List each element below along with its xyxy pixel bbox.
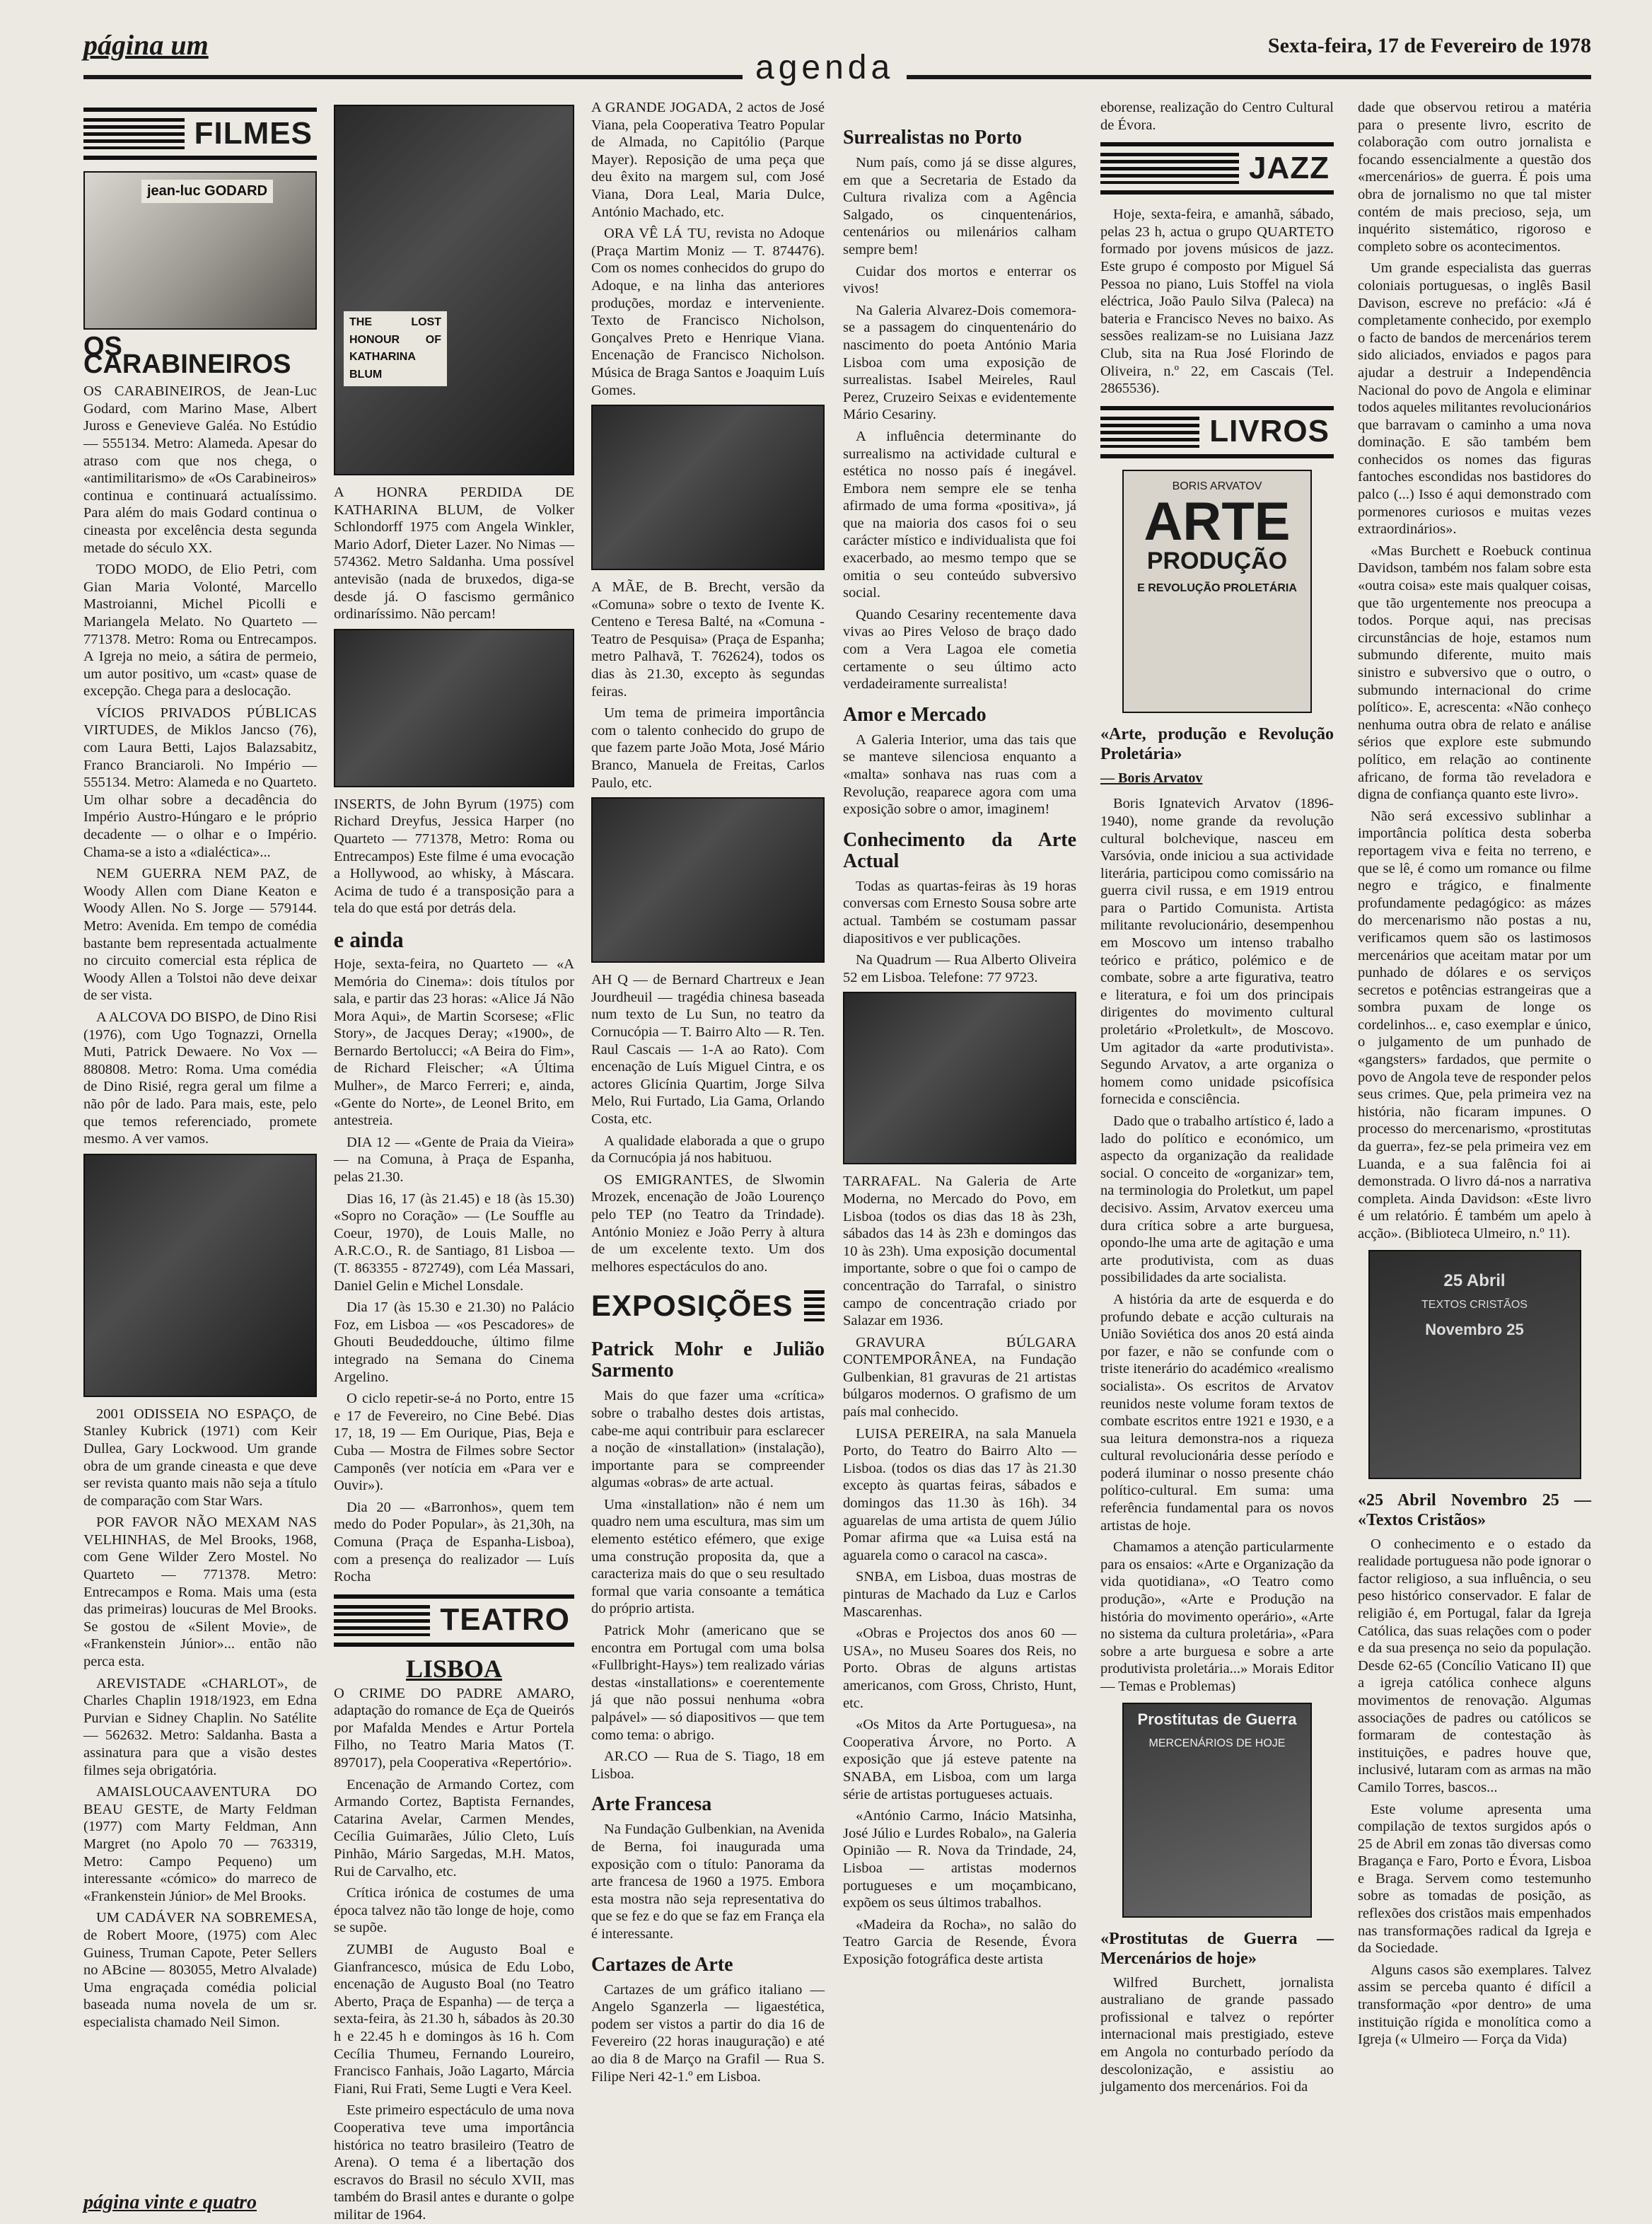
teatro-entry: O CRIME DO PADRE AMARO, adaptação do romance de Eça de Queirós por Mafalda Mendes e Artur Portela Filho, no Teatro Maria Matos (T. 897017), pela Cooperativa «Repertório».: [334, 1685, 574, 1771]
expo-entry: TARRAFAL. Na Galeria de Arte Moderna, no Mercado do Povo, em Lisboa (todos os dias das 18 às 23h, sábados das 14 às 23h e domingos das 10 às 23h). Uma exposição documental importante, sobre o que foi o campo de concentração do Tarrafal, o sinistro campo de concentração criado por Salazar em 1936.: [843, 1174, 1076, 1329]
film-entry: TODO MODO, de Elio Petri, com Gian Maria Volonté, Marcello Mastroianni, Michel Picolli e Mariangela Melato. No Quarteto — 771378. Metro: Roma ou Entrecampos. A Igreja no meio, a sátira de permeio, um autor positivo, um «cast» quase de excepção. Chega para a deslocação.: [83, 562, 317, 700]
column-teatro-exposicoes: [591, 99, 825, 2179]
film-entry: AREVISTADE «CHARLOT», de Charles Chaplin 1918/1923, em Edna Purvian e Sidney Chaplin. No Satélite — 562632. Metro: Saldanha. Basta a assinatura para que a visão destes filmes seja obrigatória.: [83, 1675, 317, 1778]
film-entry: UM CADÁVER NA SOBREMESA, de Robert Moore, (1975) com Alec Guiness, Truman Capote, Peter Sellers no ABcine — 803055, Metro Alvalade) Uma engraçada comédia policial baseada numa novela de um sr. especialista chamado Neil Simon.: [83, 1910, 317, 2030]
expo-entry: Uma «installation» não é nem um quadro nem uma escultura, mas sim um elemento estético efémero, que exige uma construção proposita da, que a caracteriza mais do que o seu resultado formal que varia consoante a temática do próprio artista.: [591, 1496, 825, 1617]
article-paragraph: Num país, como já se disse algures, em que a Secretaria de Estado da Cultura rivaliza com a Agência Salgado, os cinquentenários, centenários ou milenários calham sempre bem!: [843, 155, 1076, 257]
expo-entry: GRAVURA BÚLGARA CONTEMPORÂNEA, na Fundação Gulbenkian, 81 gravuras de 21 artistas búlgaros modernos. O grafismo de um país mal conhecido.: [843, 1334, 1076, 1420]
film-entry: AMAISLOUCAAVENTURA DO BEAU GESTE, de Marty Feldman (1977) com Marty Feldman, Ann Margret (no Apolo 70 — 763319, Metro: Campo Pequeno) um interessante «cómico» do marreco de «Frankenstein Júnior» de Mel Brooks.: [83, 1784, 317, 1904]
expo-title: Patrick Mohr e Julião Sarmento: [591, 1338, 825, 1382]
film-entry: OS CARABINEIROS, de Jean-Luc Godard, com Marino Mase, Albert Juross e Genevieve Galéa. No Estúdio — 555134. Metro: Alameda. Apesar do atraso com que nos chega, o «antimilitarismo» de «Os Carabineiros» continua e continuará actualíssimo. Para além do mais Godard continua o cineasta por excelência desta segunda metade do século XX.: [83, 383, 317, 556]
livros-heading: LIVROS: [1100, 406, 1334, 458]
expo-entry: Cartazes de um gráfico italiano — Angelo Sganzerla — ligaestética, podem ser vistos a partir do dia 16 de Fevereiro (22 horas inauguração) e até ao dia 8 de Março na Grafil — Rua S. Filipe Neri 42-1.º em Lisboa.: [591, 1981, 825, 2085]
film-entry: VÍCIOS PRIVADOS PÚBLICAS VIRTUDES, de Miklos Jancso (76), com Laura Betti, Lajos Balazsabitz, Franco Branciaroli. No Império — 555134. Metro: Alameda e no Quarteto. Um olhar sobre a decadência do Império Austro-Húngaro e le próprio decadente — o olhar e o Império. Chama-se a isto a «dialéctica»...: [83, 705, 317, 860]
review-paragraph: Não será excessivo sublinhar a importância política desta soberba reportagem viva e feita no terreno, e que se lê, é como um romance ou filme negro e trágico, e finalmente profundamente pedagógico: as mázes do mercenarismo não postas a nu, verificamos quem são os lastimosos mercenários que aceitam matar por um punhado de dólares e os serviços secretos e potências estrangeiras que a sombra puxam de longe os cordelinhos... e, caso exemplar e único, o julgamento de um punhado de «gangsters» fardados, que permite o povo de Angola teve de responder pelos seus crimes. Que, pela primeira vez na história, não ficaram impunes. O processo do mercenarismo, «prostitutas da guerra», fez-se pela primeira vez em Luanda, e a sua falência foi ai demonstrada. O livro dá-nos a narrativa completa. Ainda Davidson: «Este livro é um relatório. É também um apelo à acção». (Biblioteca Ulmeiro, n.º 11).: [1358, 808, 1591, 1241]
book-caption: «Prostitutas de Guerra — Mercenários de hoje»: [1100, 1929, 1334, 1968]
column-jazz-livros: [1100, 99, 1334, 2179]
prostitutas-book-cover: Prostitutas de Guerra MERCENÁRIOS DE HOJE: [1122, 1703, 1312, 1918]
teatro-entry: OS EMIGRANTES, de Slwomin Mrozek, encenação de João Lourenço pelo TEP (no Teatro da Trindade). António Moniez e João Perry à altura de um excelente texto. Um dos melhores espectáculos do ano.: [591, 1171, 825, 1275]
teatro-entry: ORA VÊ LÁ TU, revista no Adoque (Praça Martim Moniz — T. 874476). Com os nomes conhecidos do grupo do Adoque, e na linha das anteriores produções, mordaz e interveniente. Texto de Francisco Nicholson, Gonçalves Preto e Henrique Viana. Encenação de Francisco Nicholson. Música de Braga Santos e Joaquim Luís Gomes.: [591, 226, 825, 398]
article-paragraph: Todas as quartas-feiras às 19 horas conversas com Ernesto Sousa sobre arte actual. Também se costumam passar diapositivos e ver publicações.: [843, 878, 1076, 946]
column-livros-cont: [1358, 99, 1591, 2179]
film-entry: NEM GUERRA NEM PAZ, de Woody Allen com Diane Keaton e Woody Allen. No S. Jorge — 579144. Metro: Avenida. Em tempo de comédia bastante bem representada actualmente no circuito comercial esta réplica de Woody Allen a Tolstoi não deve deixar de ser vista.: [83, 866, 317, 1004]
expo-entry: Na Fundação Gulbenkian, na Avenida de Berna, foi inaugurada uma exposição com o título: Panorama da arte francesa de 1960 a 1975. Embora esta mostra não seja representativa do que se fez e do que se faz em França ela é interessante.: [591, 1822, 825, 1942]
review-paragraph: Um grande especialista das guerras coloniais portuguesas, o inglês Basil Davison, escreve no prefácio: «Já é completamente conhecido, por exemplo o facto de bandos de mercenários terem sido aliciados, enviados e pagos para ajudar a destruir a Independência Nacional do povo de Angola e eliminar todos aqueles militantes revolucionários que barravam o caminho a uma nova dominação. E são também bem conhecidos os nomes das figuras fantoches escondidas nos bastidores do palco (...) Isso é aqui demonstrado com pormenores curiosos e muitas vezes extraordinários».: [1358, 260, 1591, 538]
article-paragraph: Na Quadrum — Rua Alberto Oliveira 52 em Lisboa. Telefone: 77 9723.: [843, 952, 1076, 985]
review-paragraph: A história da arte de esquerda e do profundo debate e acção culturais na União Soviética dos anos 20 está ainda por fazer, e não se confunde com o triste itenerário do académico «realismo socialista». Os escritos de Arvatov reunidos neste volume foram textos de combate escritos entre 1921 e 1930, e a sua leitura demonstra-nos a riqueza cultural revolucionária desse período e poderá iluminar o nosso presente cháo político-cultural. Em suma: uma referência fundamental para os novos artistas de hoje.: [1100, 1291, 1334, 1534]
expo-entry: «Obras e Projectos dos anos 60 — USA», no Museu Soares dos Reis, no Porto. Obras de alguns artistas americanos, com Gross, Christo, Hunt, etc.: [843, 1626, 1076, 1711]
teatro-heading: TEATRO: [334, 1594, 574, 1647]
cartazes-heading: Cartazes de Arte: [591, 1953, 733, 1976]
article-paragraph: eborense, realização do Centro Cultural de Évora.: [1100, 100, 1334, 133]
article-paragraph: Hoje, sexta-feira, e amanhã, sábado, pelas 23 h, actua o grupo QUARTETO formado por jovens músicos de jazz. Este grupo é composto por Miguel Sá Pessoa no piano, Luis Stoffel na viola eléctrica, João Paulo Silva (Paleca) na bateria e Francisco Neves no baixo. As sessões realizam-se no Luisiana Jazz Club, sita na Rua José Florindo de Oliveira, n.º 22, em Cascais (Tel. 2865536).: [1100, 207, 1334, 397]
a-mae-photo: [591, 405, 825, 570]
column-cinema-teatro: [334, 99, 574, 2223]
article-paragraph: Na Galeria Alvarez-Dois comemora-se a passagem do cinquentenário do nascimento do poeta António Maria Lisboa com uma exposição de surrealistas. Isabel Meireles, Raul Perez, Cruzeiro Seixas e evidentemente Mário Cesariny.: [843, 302, 1076, 423]
eainda-entry: Hoje, sexta-feira, no Quarteto — «A Memória do Cinema»: dois títulos por sala, e partir das 23 horas: «Alice Já Não Mora Aqui», de Martin Scorsese; «Flic Story», de Jacques Deray; «1900», de Bernardo Bertolucci; «A Beira do Fim», de Richard Fleischer; «A Última Mulher», de Marco Ferreri; e, ainda, «Gente do Norte», de Leonel Brito, em antestreia.: [334, 956, 574, 1129]
arte-francesa-heading: Arte Francesa: [591, 1793, 712, 1816]
article-paragraph: Cuidar dos mortos e enterrar os vivos!: [843, 263, 1076, 297]
section-label: página um: [83, 29, 209, 61]
textos-cristaos-book-cover: 25 Abril TEXTOS CRISTÃOS Novembro 25: [1368, 1250, 1581, 1479]
jazz-heading: JAZZ: [1100, 142, 1334, 195]
film-entry: POR FAVOR NÃO MEXAM NAS VELHINHAS, de Mel Brooks, 1968, com Gene Wilder Zero Mostel. No Quarteto — 771378. Metro: Entrecampos e Roma. Mais uma (esta das primeiras) loucuras de Mel Brooks. Se gostou de «Silent Movie», de «Frankenstein Júnior»... então não perca esta.: [83, 1514, 317, 1670]
teatro-entry: AH Q — de Bernard Chartreux e Jean Jourdheuil — tragédia chinesa baseada num texto de Lu Sun, no teatro da Cornucópia — T. Bairro Alto — R. Ten. Raul Cascais — 1-A ao Rato). Com encenação de Luís Miguel Cintra, e os actores Glicínia Quartim, Jorge Silva Melo, Rui Furtado, Lia Gama, Orlando Costa, etc.: [591, 972, 825, 1127]
review-paragraph: dade que observou retirou a matéria para o presente livro, escrito de colaboração com outro jornalista e focando essencialmente a questão dos «mercenários» de guerra. É pois uma obra de jornalismo no que tal mister contém de mais precioso, seja, um inquérito sistemático, rigoroso e completo sobre os acontecimentos.: [1358, 100, 1591, 255]
exposicoes-heading: EXPOSIÇÕES: [591, 1284, 825, 1328]
book-author: — Boris Arvatov: [1100, 770, 1203, 786]
katharina-blum-photo: THE LOST HONOUR OF KATHARINA BLUM: [334, 105, 574, 475]
e-ainda-heading: e ainda: [334, 926, 404, 952]
filmes-heading: FILMES: [83, 108, 317, 160]
carabineiros-title: OS CARABINEIROS: [83, 332, 291, 379]
review-paragraph: Wilfred Burchett, jornalista australiano de grande passado profissional e talvez o repórter internacional mais prestigiado, esteve em Angola no conturbado período da descolonização, e assistiu ao julgamento dos mercenários. Foi da: [1100, 1974, 1334, 2095]
teatro-entry: Este primeiro espectáculo de uma nova Cooperativa teve uma importância histórica no teatro brasileiro (Teatro de Arena). O tema é a libertação dos escravos do Brasil no século XVII, mas também do Brasil antes e durante o golpe militar de 1964.: [334, 2102, 574, 2223]
inserts-photo: [334, 629, 574, 787]
review-paragraph: Boris Ignatevich Arvatov (1896-1940), nome grande da revolução cultural bolchevique, nasceu em Varsóvia, onde iniciou a sua actividade literária, participou como comissário na guerra civil russa, e em 1919 entrou para o Partido Comunista. Artista militante revolucionário, desempenhou em Moscovo um intenso trabalho teórico e prático, polémico e de combate, sobre a arte figurativa, teatro e literatura, e foi um dos principais dirigentes do movimento cultural proletário «Proletkult», de Moscovo. Um agitador da «arte produtivista». Segundo Arvatov, a arte organiza o homem como unidade psicofísica fornecida e consciência.: [1100, 796, 1334, 1108]
film-entry: 2001 ODISSEIA NO ESPAÇO, de Stanley Kubrick (1971) com Keir Dullea, Gary Lockwood. Um grande obra de um grande cineasta e que deve ser revista quanto mais não seja a título de comparação com Star Wars.: [83, 1406, 317, 1509]
teatro-entry: A MÃE, de B. Brecht, versão da «Comuna» sobre o texto de Ivente K. Centeno e Teresa Balté, na «Comuna - Teatro de Pesquisa» (Praça de Espanha; metro Palhavã, T. 762624), todos os dias às 21.30, excepto às segundas feiras.: [591, 579, 825, 700]
arte-producao-book-cover: BORIS ARVATOV ARTE PRODUÇÃO E REVOLUÇÃO PROLETÁRIA: [1122, 470, 1312, 713]
issue-date: Sexta-feira, 17 de Fevereiro de 1978: [1267, 34, 1591, 57]
book-caption: «Arte, produção e Revolução Proletária»: [1100, 724, 1334, 763]
expo-entry: Mais do que fazer uma «crítica» sobre o trabalho destes dois artistas, cabe-me aqui contribuir para esclarecer a noção de «installation» (instalação), importante para se compreender algumas «obras» de arte actual.: [591, 1388, 825, 1491]
column-artes: [843, 99, 1076, 2179]
eainda-entry: Dia 20 — «Barronhos», quem tem medo do Poder Popular», às 21,30h, na Comuna (Praça de Espanha-Lisboa), com a presença do realizador — Luís Rocha: [334, 1499, 574, 1585]
teatro-entry: A qualidade elaborada a que o grupo da Cornucópia já nos habituou.: [591, 1133, 825, 1166]
expo-entry: SNBA, em Lisboa, duas mostras de pinturas de Machado da Luz e Carlos Mascarenhas.: [843, 1569, 1076, 1620]
amor-mercado-heading: Amor e Mercado: [843, 703, 987, 726]
surrealistas-heading: Surrealistas no Porto: [843, 127, 1023, 149]
film-entry: INSERTS, de John Byrum (1975) com Richard Dreyfus, Jessica Harper (no Quarteto — 771378, Metro: Roma ou Entrecampos) Este filme é uma evocação a Hollywood, ao whisky, à Máscara. Acima de tudo é a transposição para a tela do que está por detrás dela.: [334, 796, 574, 917]
expo-entry: AR.CO — Rua de S. Tiago, 18 em Lisboa.: [591, 1749, 825, 1782]
expo-entry: «Os Mitos da Arte Portuguesa», na Cooperativa Árvore, no Porto. A exposição que já esteve patente na SNABA, em Lisboa, com um larga série de artistas portugueses actuais.: [843, 1717, 1076, 1802]
review-paragraph: Este volume apresenta uma compilação de textos surgidos após o 25 de Abril em zonas tão diversas como Bragança e Faro, Porto e Évora, Lisboa e Braga. Servem como testemunho sobre as tomadas de posição, as reflexões dos cristãos mais empenhados nas transformações radical da Igreja e da Sociedade.: [1358, 1801, 1591, 1957]
review-paragraph: Dado que o trabalho artístico é, lado a lado do político e económico, um aspecto da organização da realidade social. O conceito de «organizar» tem, na terminologia do Proletkut, um papel decisivo. Assim, Arvatov exerceu uma dura crítica sobre a arte burguesa, opondo-lhe uma arte de agitação e uma arte produtivista, com as duas possibilidades da arte socialista.: [1100, 1113, 1334, 1286]
teatro-entry: A GRANDE JOGADA, 2 actos de José Viana, pela Cooperativa Teatro Popular de Almada, no Capitólio (Parque Mayer). Reposição de uma peça que deu êxito na margem sul, com José Viana, Dora Leal, Maria Dulce, António Machado, etc.: [591, 100, 825, 220]
article-paragraph: A Galeria Interior, uma das tais que se manteve silenciosa enquanto a «malta» sonhava nas ruas com a Revolução, reaparece agora com uma exposição sobre o amor, imaginem!: [843, 731, 1076, 818]
review-paragraph: «Mas Burchett e Roebuck continua Davidson, também nos falam sobre esta «outra coisa» este mais qualquer coisas, que tão urgentemente nos preocupa a todos. Porque aqui, nas precisas circunstâncias de hoje, estamos num submundo diferente, muito mais sinistro e subversivo que o outro, o submundo internacional do crime político». E, acrescenta: «Não conheço nenhuma outra obra de relato e análise sérios que explore este submundo político, em relação ao continente africano, de forma tão reveladora e digna de confiança quanto este livro».: [1358, 543, 1591, 803]
godard-photo: jean-luc GODARD: [83, 171, 317, 330]
teatro-entry: Crítica irónica de costumes de uma época talvez não tão longe de hoje, como se supõe.: [334, 1885, 574, 1936]
expo-entry: «António Carmo, Inácio Matsinha, José Júlio e Lurdes Robalo», na Galeria Opinião — R. Nova da Trindade, 24, Lisboa — artistas modernos portugueses e um moçambicano, expõem os seus últimos trabalhos.: [843, 1808, 1076, 1911]
book-caption: «25 Abril Novembro 25 — «Textos Cristãos»: [1358, 1490, 1591, 1529]
eainda-entry: Dias 16, 17 (às 21.45) e 18 (às 15.30) «Sopro no Coração» — (Le Souffle au Coeur, 1970), de Louis Malle, no A.R.C.O., R. de Santiago, 81 Lisboa — (T. 863355 - 872749), com Léa Massari, Daniel Gelin e Michel Lonsdale.: [334, 1191, 574, 1294]
conhecimento-heading: Conhecimento da Arte Actual: [843, 828, 1076, 872]
ah-q-photo: [591, 797, 825, 963]
review-paragraph: Chamamos a atenção particularmente para os ensaios: «Arte e Organização da vida quotidiana», «O Teatro como produção», «Arte e Produção na história do movimento operário», «Arte no sistema da cultura proletária», «Para sobre a arte burguesa e sobre a arte produtivista proletária...» Morais Editor — Temas e Problemas): [1100, 1539, 1334, 1694]
eainda-entry: O ciclo repetir-se-á no Porto, entre 15 e 17 de Fevereiro, no Cine Bebé. Dias 17, 18, 19 — Em Ourique, Pias, Beja e Cuba — Mostra de Filmes sobre Sector Camponês (ver notícia em «Para ver e Ouvir»).: [334, 1391, 574, 1494]
eainda-entry: Dia 17 (às 15.30 e 21.30) no Palácio Foz, em Lisboa — «os Pescadores» de Ghouti Beudeddouche, último filme integrado na Semana do Cinema Argelino.: [334, 1299, 574, 1385]
review-paragraph: O conhecimento e o estado da realidade portuguesa não pode ignorar o factor religioso, a sua influência, o seu peso histórico conservador. E falar de religião é, em Portugal, falar da Igreja Católica, das suas relações com o poder e da sua presença no seio da população. Desde 62-65 (Concílio Vaticano II) que a igreja católica conhece alguns movimentos de renovação. Algumas associações de padres ou católicos se formaram de contestação às instituições, e padres houve que, inclusivé, lutaram com as armas na mão Camilo Torres, bascos...: [1358, 1536, 1591, 1795]
expo-entry: LUISA PEREIRA, na sala Manuela Porto, do Teatro do Bairro Alto — Lisboa. (todos os dias das 17 às 21.30 excepto às quartas feiras, sábados e domingos das 11.30 às 16h). 34 aguarelas de uma artista de quem Júlio Pomar afirma que «a Luisa está na aguarela como o caracol na casca».: [843, 1425, 1076, 1563]
teatro-entry: ZUMBI de Augusto Boal e Gianfrancesco, música de Edu Lobo, encenação de Augusto Boal (no Teatro Aberto, Praça de Espanha) — de terça a sexta-feira, às 21.30 h, sábados às 20.30 h e 22.45 h e domingos às 16 h. Com Cecília Thumeu, Fernando Loureiro, Francisco Fanhais, João Lagarto, Márcia Fiani, Rui Frati, Seme Lugti e Vera Keel.: [334, 1942, 574, 2097]
column-filmes: [83, 99, 317, 2179]
eainda-entry: DIA 12 — «Gente de Praia da Vieira» — na Comuna, à Praça de Espanha, pelas 21.30.: [334, 1134, 574, 1186]
review-paragraph: Alguns casos são exemplares. Talvez assim se perceba quanto é difícil a transformação «por dentro» de uma instituição rígida e monolítica como a Igreja (« Ulmeiro — Força da Vida): [1358, 1962, 1591, 2048]
expo-entry: «Madeira da Rocha», no salão do Teatro Garcia de Resende, Évora Exposição fotográfica deste artista: [843, 1916, 1076, 1967]
tarrafal-photo: [843, 992, 1076, 1164]
expo-entry: Patrick Mohr (americano que se encontra em Portugal com uma bolsa «Fullbright-Hays») tem realizado várias destas «installations» e coerentemente já que não possui nenhuma «obra palpável» — só diapositivos — que tem como tema: o abrigo.: [591, 1623, 825, 1743]
page-title: agenda: [743, 48, 907, 87]
lisboa-heading: LISBOA: [405, 1654, 503, 1683]
odisseia-photo: [83, 1154, 317, 1397]
article-paragraph: Quando Cesariny recentemente dava vivas ao Pires Veloso de braço dado com a Vera Lagoa ele cometia certamente o seu último acto verdadeiramente surrealista!: [843, 606, 1076, 693]
page-footer: página vinte e quatro: [83, 2191, 257, 2213]
teatro-entry: Um tema de primeira importância com o talento conhecido do grupo de que fazem parte João Mota, José Mário Branco, Manuela de Freitas, Carlos Paulo, etc.: [591, 705, 825, 791]
film-entry: A HONRA PERDIDA DE KATHARINA BLUM, de Volker Schlondorff 1975 com Angela Winkler, Mario Adorf, Dieter Lazer. No Nimas — 574362. Metro Saldanha. Uma possível antevisão (nada de bruxedos, diga-se desde já. O fascismo germânico ordinaríssimo. Não percam!: [334, 485, 574, 622]
film-entry: A ALCOVA DO BISPO, de Dino Risi (1976), com Ugo Tognazzi, Ornella Muti, Patrick Dewaere. No Vox — 880808. Metro: Roma. Uma comédia de Dino Risié, regra geral um filme a não pôr de lado. Para mais, este, pelo que temos referenciado, promete mesmo. A ver vamos.: [83, 1009, 317, 1147]
article-paragraph: A influência determinante do surrealismo na actividade cultural e estética no nosso país é inegável. Embora nem sempre ele se tenha afirmado de uma forma «positiva», já que na maioria dos casos foi o seu carácter místico e individualista que foi exacerbado, ao mesmo tempo que se omitia o seu conteúdo subversivo social.: [843, 428, 1076, 601]
teatro-entry: Encenação de Armando Cortez, com Armando Cortez, Baptista Fernandes, Catarina Avelar, Carmen Mendes, Cecília Guimarães, Júlio Cleto, Luís Pinhão, Mário Sargedas, M.H. Matos, Rui de Carvalho, etc.: [334, 1776, 574, 1880]
